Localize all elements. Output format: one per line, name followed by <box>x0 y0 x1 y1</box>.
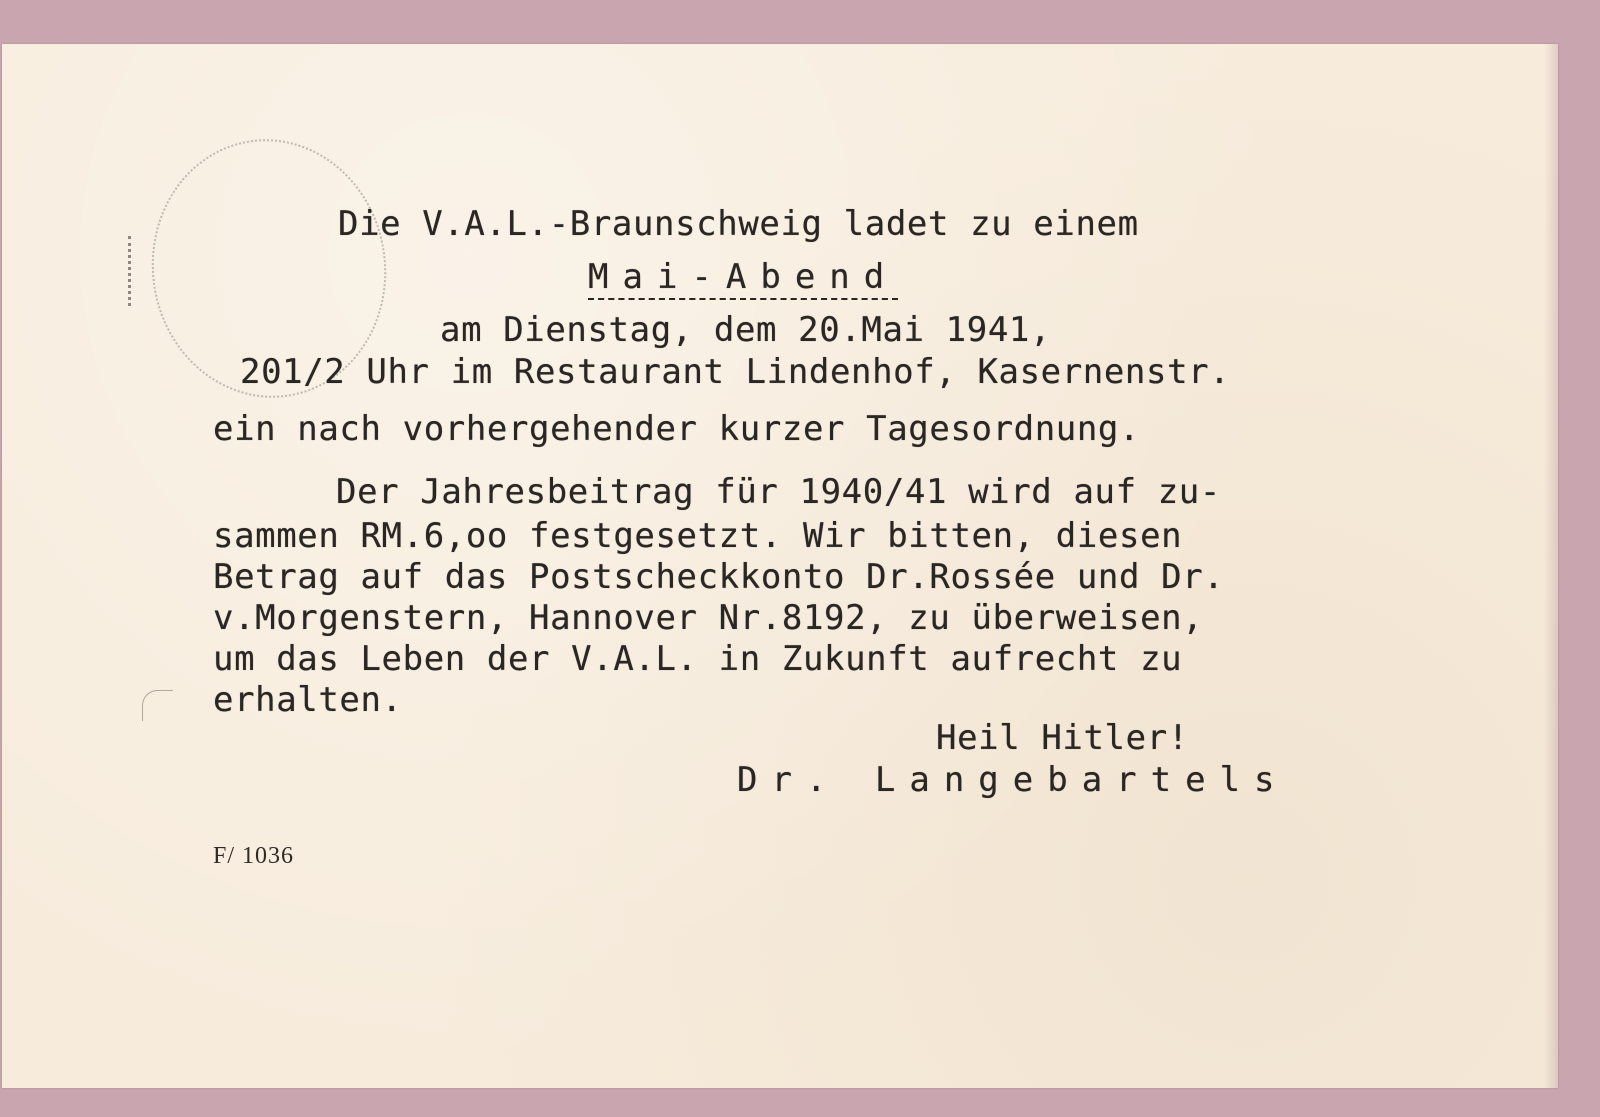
event-title: Mai-Abend <box>588 257 899 297</box>
closing-greeting: Heil Hitler! <box>936 718 1189 758</box>
event-time-place: 201/2 Uhr im Restaurant Lindenhof, Kasernenstr. <box>240 352 1231 392</box>
paragraph-line: sammen RM.6,oo festgesetzt. Wir bitten, diesen <box>213 516 1183 556</box>
paragraph-line: Der Jahresbeitrag für 1940/41 wird auf zu- <box>336 472 1221 512</box>
paragraph-line: erhalten. <box>213 680 403 720</box>
agenda-note: ein nach vorhergehender kurzer Tagesordnung. <box>213 409 1141 449</box>
paragraph-line: v.Morgenstern, Hannover Nr.8192, zu überweisen, <box>213 598 1204 638</box>
paragraph-line: um das Leben der V.A.L. in Zukunft aufrecht zu <box>213 639 1183 679</box>
event-date: am Dienstag, dem 20.Mai 1941, <box>440 310 1052 350</box>
postmark-dots <box>128 236 143 306</box>
paragraph-line: Betrag auf das Postscheckkonto Dr.Rossée und Dr. <box>213 557 1225 597</box>
punch-hole-mark <box>142 690 173 721</box>
invitation-heading: Die V.A.L.-Braunschweig ladet zu einem <box>338 204 1139 244</box>
reference-number: F/ 1036 <box>213 843 295 869</box>
signature: Dr. Langebartels <box>737 760 1289 800</box>
